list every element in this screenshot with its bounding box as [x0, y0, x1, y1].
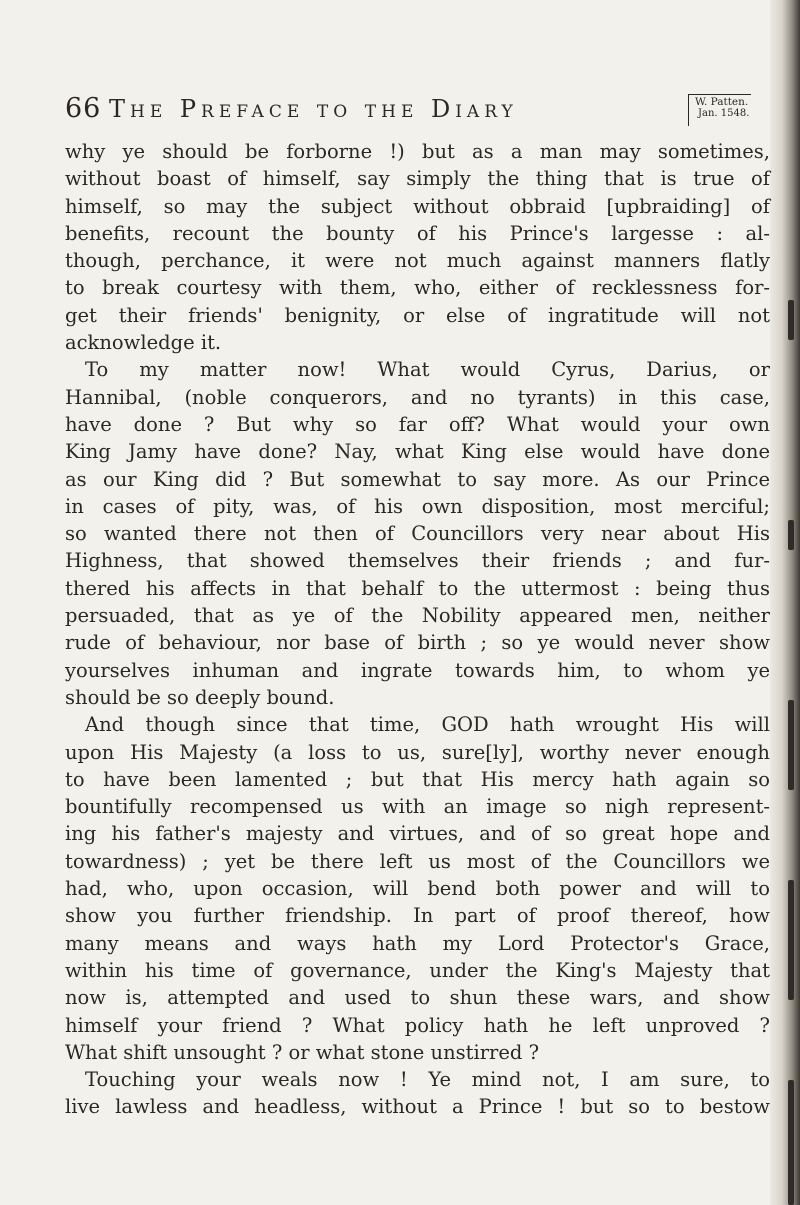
text-line: To my matter now! What would Cyrus, Darius, or: [85, 358, 770, 382]
text-line: to break courtesy with them, who, either of recklessness for-: [65, 276, 770, 300]
text-line: thered his affects in that behalf to the uttermost : being thus: [65, 576, 770, 600]
page-header: [65, 92, 770, 126]
text-line: why ye should be forborne !) but as a man may sometimes,: [65, 140, 770, 163]
text-line: What shift unsought ? or what stone unstirred ?: [65, 1040, 540, 1064]
text-line: as our King did ? But somewhat to say more. As our Prince: [65, 467, 770, 491]
text-line: towardness) ; yet be there left us most of the Councillors we: [65, 849, 770, 873]
edge-mark: [788, 1080, 794, 1205]
text-line: himself your friend ? What policy hath he left unproved ?: [65, 1013, 770, 1037]
marginal-note-date: Jan. 1548.: [698, 108, 750, 119]
text-line: show you further friendship. In part of proof thereof, how: [65, 904, 770, 928]
text-line: live lawless and headless, without a Prince ! but so to bestow: [65, 1095, 770, 1119]
page-edge-shadow: [770, 0, 800, 1205]
text-line: upon His Majesty (a loss to us, sure[ly], worthy never enough: [65, 740, 770, 764]
text-line: in cases of pity, was, of his own disposition, most merciful;: [65, 494, 770, 518]
text-line: benefits, recount the bounty of his Prince's largesse : al-: [65, 221, 770, 245]
edge-mark: [788, 520, 794, 550]
body-text: [65, 138, 770, 1121]
text-line: And though since that time, GOD hath wrought His will: [85, 713, 770, 737]
text-line: Hannibal, (noble conquerors, and no tyrants) in this case,: [65, 385, 770, 409]
text-line: Highness, that showed themselves their friends ; and fur-: [65, 549, 770, 573]
text-line: within his time of governance, under the King's Majesty that: [65, 958, 770, 982]
text-line: yourselves inhuman and ingrate towards him, to whom ye: [65, 658, 770, 682]
text-line: without boast of himself, say simply the thing that is true of: [65, 167, 770, 191]
text-line: get their friends' benignity, or else of ingratitude will not: [65, 303, 770, 327]
text-line: bountifully recompensed us with an image so nigh represent-: [65, 795, 770, 819]
edge-mark: [788, 700, 794, 790]
marginal-note-author: W. Patten.: [695, 96, 749, 108]
text-line: persuaded, that as ye of the Nobility appeared men, neither: [65, 604, 770, 628]
text-line: have done ? But why so far off? What would your own: [65, 412, 770, 436]
text-line: Touching your weals now ! Ye mind not, I am sure, to: [85, 1068, 770, 1092]
marginal-note: [688, 94, 751, 126]
running-head: The Preface to the Diary: [109, 95, 518, 123]
text-line: to have been lamented ; but that His mercy hath again so: [65, 767, 770, 791]
text-line: now is, attempted and used to shun these wars, and show: [65, 986, 770, 1010]
text-line: King Jamy have done? Nay, what King else would have done: [65, 440, 770, 464]
text-line: rude of behaviour, nor base of birth ; so ye would never show: [65, 631, 770, 655]
text-line: many means and ways hath my Lord Protector's Grace,: [65, 931, 770, 955]
text-line: acknowledge it.: [65, 331, 222, 355]
text-line: ing his father's majesty and virtues, and of so great hope and: [65, 822, 770, 846]
text-line: had, who, upon occasion, will bend both power and will to: [65, 877, 770, 901]
edge-mark: [788, 880, 794, 1000]
text-line: though, perchance, it were not much against manners flatly: [65, 249, 770, 273]
page-number: 66: [65, 93, 102, 124]
text-line: should be so deeply bound.: [65, 685, 335, 709]
text-line: so wanted there not then of Councillors very near about His: [65, 522, 770, 546]
edge-mark: [788, 300, 794, 340]
text-line: himself, so may the subject without obbraid [upbraiding] of: [65, 194, 770, 218]
